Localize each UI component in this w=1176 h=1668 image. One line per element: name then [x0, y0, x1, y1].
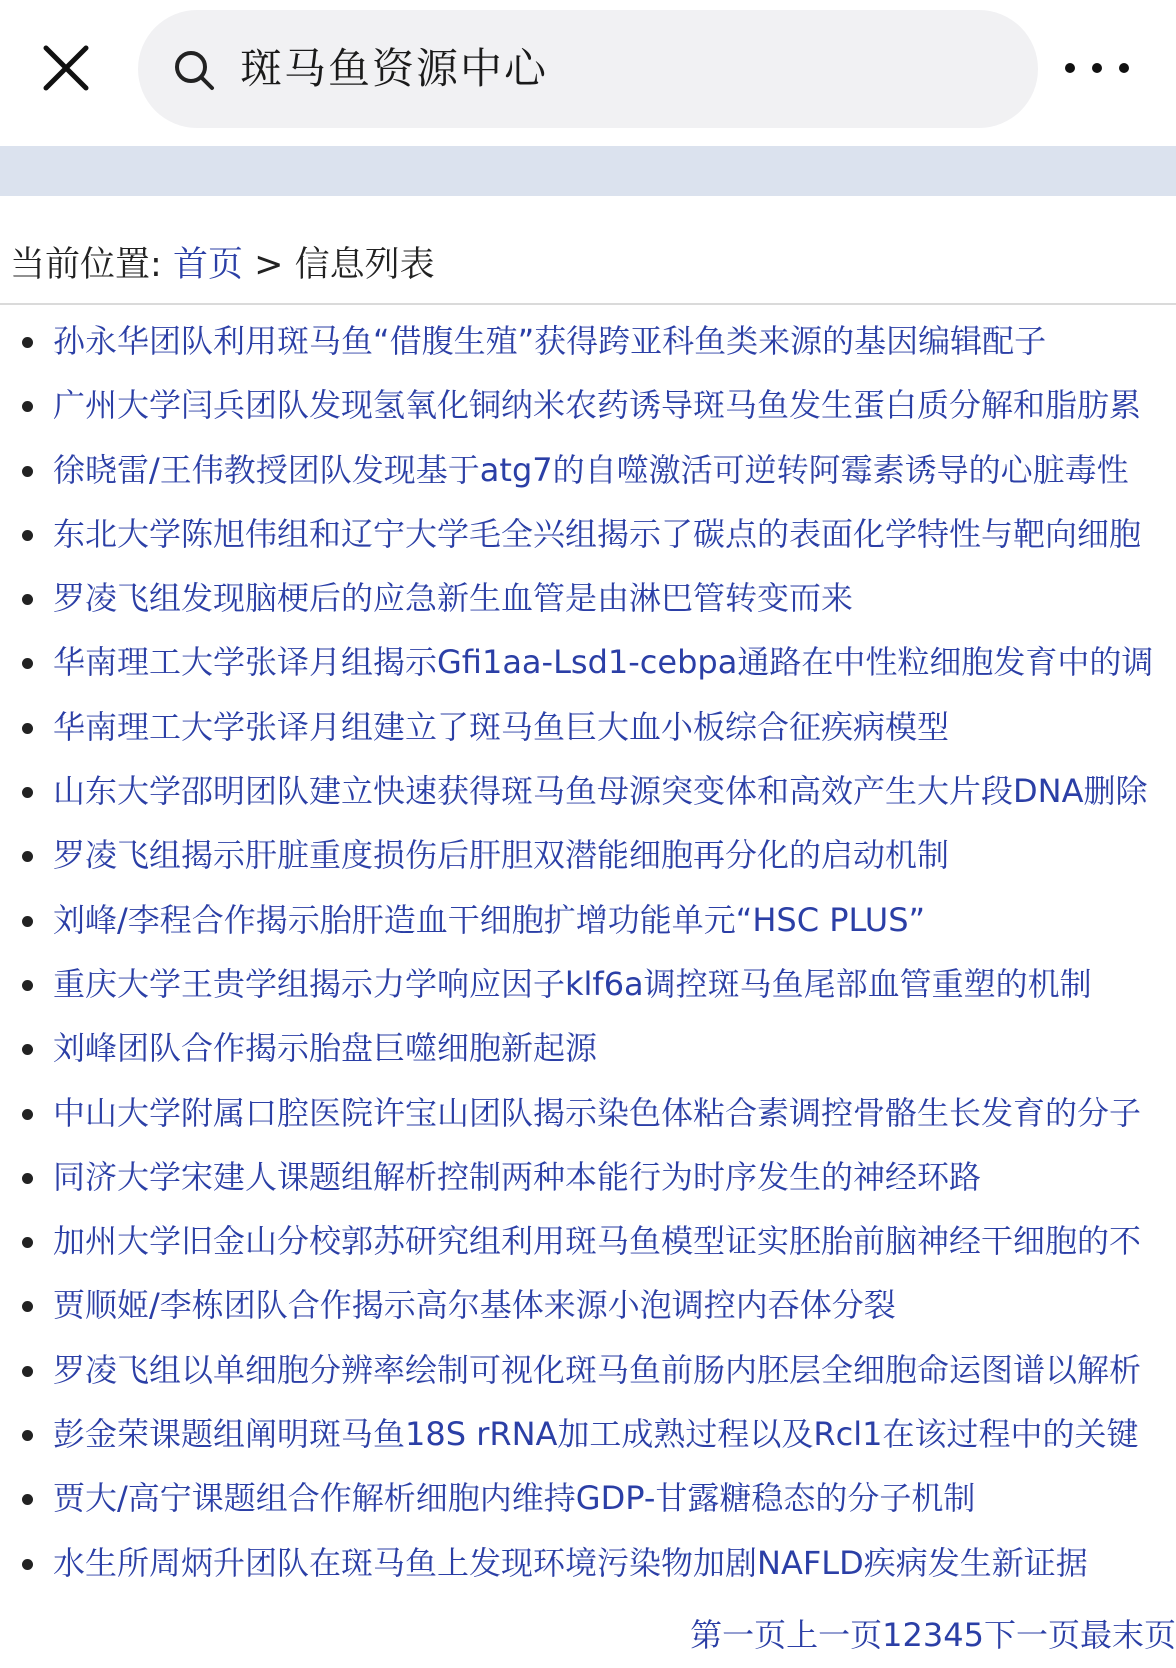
news-link[interactable]: 同济大学宋建人课题组解析控制两种本能行为时序发生的神经环路	[53, 1157, 982, 1196]
list-item	[0, 1339, 1176, 1403]
list-item	[0, 1210, 1176, 1274]
page-link-5[interactable]: 5	[963, 1616, 984, 1654]
last-page-link[interactable]: 最末页	[1079, 1616, 1176, 1654]
news-list	[0, 310, 1176, 1596]
first-page-link[interactable]: 第一页	[690, 1616, 787, 1654]
bullet	[22, 787, 33, 798]
news-link[interactable]: 罗凌飞组揭示肝脏重度损伤后肝胆双潜能细胞再分化的启动机制	[53, 836, 950, 875]
bullet	[22, 851, 33, 862]
header-banner	[0, 146, 1176, 196]
list-item	[0, 824, 1176, 888]
news-link[interactable]: 重庆大学王贵学组揭示力学响应因子klf6a调控斑马鱼尾部血管重塑的机制	[53, 964, 1092, 1003]
bullet	[22, 594, 33, 605]
bullet	[22, 337, 33, 348]
news-link[interactable]: 水生所周炳升团队在斑马鱼上发现环境污染物加剧NAFLD疾病发生新证据	[53, 1543, 1088, 1582]
prev-page-link[interactable]: 上一页	[786, 1616, 883, 1654]
news-link[interactable]: 中山大学附属口腔医院许宝山团队揭示染色体粘合素调控骨骼生长发育的分子	[53, 1093, 1142, 1132]
bullet	[22, 1173, 33, 1184]
list-item	[0, 1082, 1176, 1146]
search-query[interactable]: 斑马鱼资源中心	[240, 44, 549, 93]
bullet	[22, 1109, 33, 1120]
list-item	[0, 631, 1176, 695]
list-item	[0, 696, 1176, 760]
page-link-2[interactable]: 2	[902, 1616, 923, 1654]
page-link-1[interactable]: 1	[882, 1616, 903, 1654]
list-item	[0, 1403, 1176, 1467]
list-item	[0, 1467, 1176, 1531]
bullet	[22, 1494, 33, 1505]
list-item	[0, 889, 1176, 953]
news-link[interactable]: 华南理工大学张译月组建立了斑马鱼巨大血小板综合征疾病模型	[53, 707, 950, 746]
bullet	[22, 1366, 33, 1377]
bullet	[22, 723, 33, 734]
breadcrumb	[10, 240, 435, 290]
breadcrumb-current: 信息列表	[294, 245, 435, 285]
list-item	[0, 503, 1176, 567]
bullet	[22, 1044, 33, 1055]
bullet	[22, 1301, 33, 1312]
bullet	[22, 916, 33, 927]
page-link-3[interactable]: 3	[922, 1616, 944, 1654]
divider	[0, 303, 1176, 305]
news-link[interactable]: 山东大学邵明团队建立快速获得斑马鱼母源突变体和高效产生大片段DNA删除	[53, 772, 1148, 811]
news-link[interactable]: 彭金荣课题组阐明斑马鱼18S rRNA加工成熟过程以及Rcl1在该过程中的关键	[53, 1415, 1139, 1454]
search-icon	[172, 48, 216, 92]
news-link[interactable]: 广州大学闫兵团队发现氢氧化铜纳米农药诱导斑马鱼发生蛋白质分解和脂肪累	[53, 386, 1142, 425]
news-link[interactable]: 东北大学陈旭伟组和辽宁大学毛全兴组揭示了碳点的表面化学特性与靶向细胞	[53, 514, 1142, 553]
more-button[interactable]	[1058, 46, 1136, 90]
pagination	[690, 1610, 1176, 1660]
news-link[interactable]: 罗凌飞组以单细胞分辨率绘制可视化斑马鱼前肠内胚层全细胞命运图谱以解析	[53, 1350, 1142, 1389]
list-item	[0, 953, 1176, 1017]
news-link[interactable]: 刘峰/李程合作揭示胎肝造血干细胞扩增功能单元“HSC PLUS”	[53, 900, 926, 939]
bullet	[22, 1237, 33, 1248]
bullet	[22, 1559, 33, 1570]
bullet	[22, 980, 33, 991]
news-link[interactable]: 孙永华团队利用斑马鱼“借腹生殖”获得跨亚科鱼类来源的基因编辑配子	[53, 322, 1047, 360]
list-item	[0, 1017, 1176, 1081]
close-button[interactable]	[36, 38, 96, 98]
news-link[interactable]: 华南理工大学张译月组揭示Gfi1aa-Lsd1-cebpa通路在中性粒细胞发育中的调	[53, 643, 1154, 682]
breadcrumb-home-link[interactable]: 首页	[172, 245, 243, 285]
news-link[interactable]: 刘峰团队合作揭示胎盘巨噬细胞新起源	[53, 1029, 598, 1068]
close-icon	[36, 38, 96, 98]
breadcrumb-label: 当前位置:	[10, 245, 162, 285]
top-bar	[0, 0, 1176, 140]
list-item	[0, 310, 1176, 374]
breadcrumb-separator: >	[254, 245, 284, 285]
more-icon	[1058, 46, 1136, 90]
next-page-link[interactable]: 下一页	[983, 1616, 1080, 1654]
list-item	[0, 1532, 1176, 1596]
bullet	[22, 401, 33, 412]
bullet	[22, 658, 33, 669]
news-link[interactable]: 加州大学旧金山分校郭苏研究组利用斑马鱼模型证实胚胎前脑神经干细胞的不	[53, 1222, 1142, 1261]
list-item	[0, 439, 1176, 503]
news-link[interactable]: 徐晓雷/王伟教授团队发现基于atg7的自噬激活可逆转阿霉素诱导的心脏毒性	[53, 450, 1129, 489]
bullet	[22, 1430, 33, 1441]
search-bar[interactable]	[138, 10, 1038, 128]
page-link-4[interactable]: 4	[943, 1616, 964, 1654]
list-item	[0, 374, 1176, 438]
news-link[interactable]: 罗凌飞组发现脑梗后的应急新生血管是由淋巴管转变而来	[53, 579, 854, 618]
list-item	[0, 1146, 1176, 1210]
bullet	[22, 466, 33, 477]
list-item	[0, 760, 1176, 824]
list-item	[0, 1274, 1176, 1338]
news-link[interactable]: 贾大/高宁课题组合作解析细胞内维持GDP-甘露糖稳态的分子机制	[53, 1479, 976, 1518]
list-item	[0, 567, 1176, 631]
bullet	[22, 530, 33, 541]
news-link[interactable]: 贾顺姬/李栋团队合作揭示高尔基体来源小泡调控内吞体分裂	[53, 1286, 896, 1325]
